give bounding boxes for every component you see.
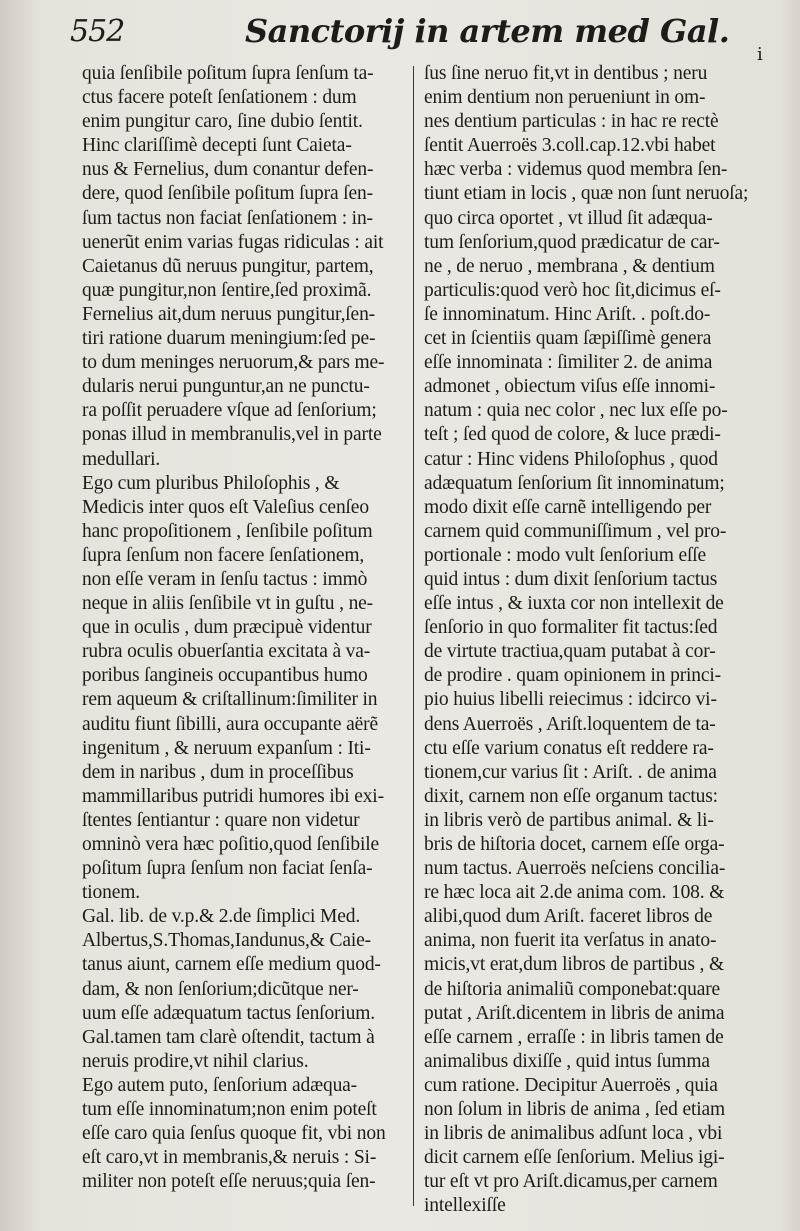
text-line: dens Auerroës , Ariſt.loquentem de ta- (424, 713, 716, 735)
text-line: Hinc clariſſimè decepti ſunt Caieta- (82, 135, 352, 157)
text-line: putat , Ariſt.dicentem in libris de anima (424, 1002, 725, 1024)
text-line: re hæc loca ait 2.de anima com. 108. & (424, 882, 725, 904)
text-line: quæ pungitur,non ſentire,ſed proximã. (82, 279, 372, 301)
text-line: tionem,cur varius ſit : Ariſt. . de anima (424, 761, 717, 783)
text-line: Medicis inter quos eſt Valeſius cenſeo (82, 496, 369, 518)
text-line: Ego cum pluribus Philoſophis , & (82, 472, 340, 494)
text-line: ra poſſit peruadere vſque ad ſenſorium; (82, 400, 377, 422)
column-divider (413, 66, 414, 1206)
text-line: eſt caro,vt in membranis,& neruis : Si- (82, 1147, 377, 1169)
text-line: eſſe intus , & iuxta cor non intellexit de (424, 593, 724, 615)
text-line: ſentit Auerroës 3.coll.cap.12.vbi habet (424, 135, 716, 157)
text-line: ſe innominatum. Hinc Ariſt. . poſt.do- (424, 303, 711, 325)
text-line: catur : Hinc videns Philoſophus , quod (424, 448, 718, 470)
text-line: dicit carnem eſſe ſenſorium. Melius igi- (424, 1147, 725, 1169)
text-line: Gal. lib. de v.p.& 2.de ſimplici Med. (82, 906, 361, 928)
text-line: de virtute tractiua,quam putabat à cor- (424, 641, 716, 663)
corner-mark: i (757, 44, 763, 65)
text-line: neruis prodire,vt nihil clarius. (82, 1050, 309, 1072)
text-line: poſitum ſupra ſenſum non faciat ſenſa- (82, 858, 373, 880)
text-line: animalibus dixiſſe , quid intus ſumma (424, 1050, 710, 1072)
text-line: de hiſtoria animaliũ componebat:quare (424, 978, 721, 1000)
text-line: ctus facere poteſt ſenſationem : dum (82, 87, 357, 109)
right-column (424, 62, 769, 1219)
text-line: in libris verò de partibus animal. & li- (424, 809, 714, 831)
text-line: enim pungitur caro, ſine dubio ſentit. (82, 111, 363, 133)
text-line: tur eſt vt pro Ariſt.dicamus,per carnem (424, 1171, 718, 1193)
text-line: auditu fiunt ſibilli, aura occupante aërẽ (82, 713, 378, 735)
text-line: cum ratione. Decipitur Auerroës , quia (424, 1074, 718, 1096)
text-line: tiri ratione duarum meningium:ſed pe- (82, 328, 376, 350)
text-line: cet in ſcientiis quam ſæpiſſimè genera (424, 328, 712, 350)
text-line: ſtentes ſentiantur : quare non videtur (82, 809, 360, 831)
text-line: enim dentium non perueniunt in om- (424, 87, 706, 109)
text-line: neque in aliis ſenſibile vt in guſtu , ne- (82, 593, 374, 615)
text-line: ſus ſine neruo fit,vt in dentibus ; neru (424, 63, 708, 84)
text-line: intellexiſſe (424, 1195, 506, 1217)
text-line: Fernelius ait,dum neruus pungitur,ſen- (82, 303, 376, 325)
left-column (82, 62, 404, 1194)
text-line: quo circa oportet , vt illud ſit adæqua- (424, 207, 713, 229)
text-line: in libris de animalibus adſunt loca , vbi (424, 1123, 723, 1145)
text-line: eſſe innominata : ſimiliter 2. de anima (424, 352, 713, 374)
text-line: ſenſorio in quo formaliter fit tactus:ſed (424, 617, 718, 639)
text-line: portionale : modo vult ſenſorium eſſe (424, 544, 707, 566)
text-line: rubra oculis obuerſantia excitata à va- (82, 641, 371, 663)
text-line: eſſe carnem , erraſſe : in libris tamen de (424, 1026, 724, 1048)
text-line: anima, non fuerit ita verſatus in anato- (424, 930, 717, 952)
running-head: Sanctorij in artem med Gal. (245, 12, 730, 50)
text-line: pio huius libelli reiecimus : idcirco vi- (424, 689, 717, 711)
text-line: Caietanus dũ neruus pungitur, partem, (82, 255, 374, 277)
text-line: non eſſe veram in ſenſu tactus : immò (82, 568, 368, 590)
text-line: dere, quod ſenſibile poſitum ſupra ſen- (82, 183, 373, 205)
text-line: quid intus : dum dixit ſenſorium tactus (424, 568, 718, 590)
text-line: Gal.tamen tam clarè oſtendit, tactum à (82, 1026, 375, 1048)
text-line: ſum tactus non faciat ſenſationem : in- (82, 207, 373, 229)
text-line: modo dixit eſſe carnẽ intelligendo per (424, 496, 712, 518)
text-line: omninò vera hæc poſitio,quod ſenſibile (82, 834, 380, 855)
text-line: tum eſſe innominatum;non enim poteſt (82, 1099, 377, 1121)
text-line: carnem quid communiſſimum , vel pro- (424, 520, 727, 542)
text-line: adæquatum ſenſorium ſit innominatum; (424, 472, 725, 494)
text-line: ingenitum , & neruum expanſum : Iti- (82, 737, 371, 759)
text-line: alibi,quod dum Ariſt. faceret libros de (424, 906, 713, 928)
text-line: bris de hiſtoria docet, carnem eſſe orga- (424, 834, 725, 855)
text-line: teſt ; ſed quod de colore, & luce prædi- (424, 424, 721, 446)
page-number: 552 (70, 14, 125, 49)
text-line: rem aqueum & criſtallinum:ſimiliter in (82, 689, 378, 711)
text-line: num tactus. Auerroës neſciens concilia- (424, 858, 726, 880)
text-line: hæc verba : videmus quod membra ſen- (424, 159, 728, 181)
text-line: Albertus,S.Thomas,Iandunus,& Caie- (82, 930, 371, 952)
text-line: Ego autem puto, ſenſorium adæqua- (82, 1074, 358, 1096)
text-line: de prodire . quam opinionem in princi- (424, 665, 722, 687)
text-line: que in oculis , dum præcipuè videntur (82, 617, 372, 639)
text-line: militer non poteſt eſſe neruus;quia ſen- (82, 1171, 376, 1193)
text-line: particulis:quod verò hoc ſit,dicimus eſ- (424, 279, 721, 301)
text-line: tanus aiunt, carnem eſſe medium quod- (82, 954, 381, 976)
text-line: nes dentium particulas : in hac re rectè (424, 111, 719, 133)
text-line: dularis nerui punguntur,an ne punctu- (82, 376, 370, 398)
text-line: mammillaribus putridi humores ibi exi- (82, 785, 384, 807)
text-line: eſſe caro quia ſenſus quoque fit, vbi non (82, 1123, 386, 1145)
text-line: uum eſſe adæquatum tactus ſenſorium. (82, 1002, 375, 1024)
text-line: uenerũt enim varias fugas ridiculas : ait (82, 231, 384, 253)
text-line: ctu eſſe varium conatus eſt reddere ra- (424, 737, 714, 759)
text-line: poribus ſangineis occupantibus humo (82, 665, 368, 687)
text-line: quia ſenſibile poſitum ſupra ſenſum ta- (82, 63, 374, 84)
text-line: ponas illud in membranulis,vel in parte (82, 424, 382, 446)
text-line: natum : quia nec color , nec lux eſſe po- (424, 400, 728, 422)
text-line: tionem. (82, 882, 140, 904)
text-line: medullari. (82, 448, 161, 470)
text-line: to dum meninges neruorum,& pars me- (82, 352, 385, 374)
text-line: dem in naribus , dum in proceſſibus (82, 761, 354, 783)
text-line: tum ſenſorium,quod prædicatur de car- (424, 231, 720, 253)
text-line: dam, & non ſenſorium;dicũtque ner- (82, 978, 359, 1000)
text-line: ne , de neruo , membrana , & dentium (424, 255, 715, 277)
text-line: admonet , obiectum viſus eſſe innomi- (424, 376, 716, 398)
text-line: hanc propoſitionem , ſenſibile poſitum (82, 520, 373, 542)
text-line: tiunt etiam in locis , quæ non ſunt neruoſa; (424, 183, 749, 205)
text-line: ſupra ſenſum non facere ſenſationem, (82, 544, 365, 566)
text-line: nus & Fernelius, dum conantur defen- (82, 159, 374, 181)
text-line: dixit, carnem non eſſe organum tactus: (424, 785, 718, 807)
text-line: micis,vt erat,dum libros de partibus , & (424, 954, 724, 976)
text-line: non ſolum in libris de anima , ſed etiam (424, 1099, 726, 1121)
